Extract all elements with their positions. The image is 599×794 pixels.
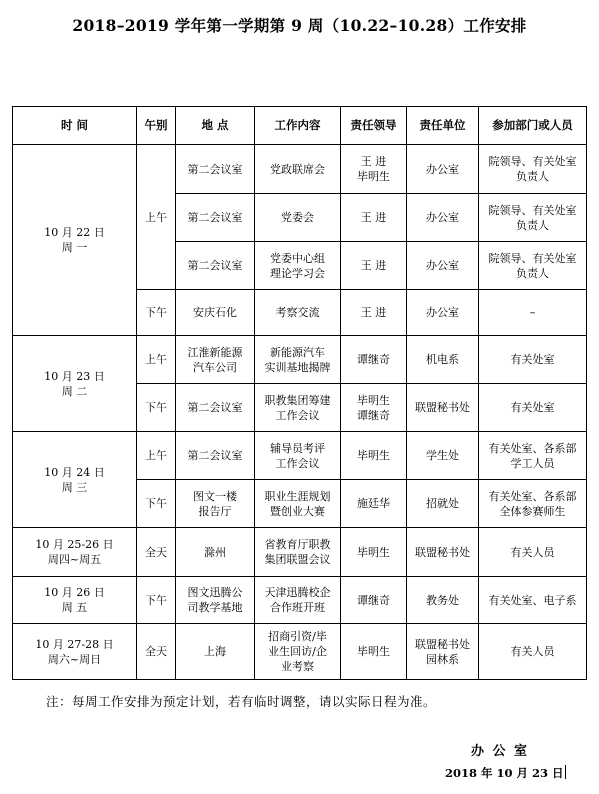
place-cell: 第二会议室 <box>176 432 255 480</box>
date-cell: 10 月 22 日 周 一 <box>13 145 137 336</box>
content-cell: 天津迅腾校企 合作班开班 <box>255 577 341 624</box>
participants-cell: 有关处室 <box>479 336 587 384</box>
leader-cell: 毕明生 <box>341 624 407 680</box>
leader-cell: 谭继奇 <box>341 577 407 624</box>
leader-cell: 施廷华 <box>341 480 407 528</box>
unit-cell: 联盟秘书处 <box>407 384 479 432</box>
header-leader: 责任领导 <box>341 107 407 145</box>
participants-cell: 有关处室、各系部 全体参赛师生 <box>479 480 587 528</box>
participants-cell: 院领导、有关处室 负责人 <box>479 145 587 194</box>
content-cell: 省教育厅职教 集团联盟会议 <box>255 528 341 577</box>
header-time: 时 间 <box>13 107 137 145</box>
content-cell: 考察交流 <box>255 290 341 336</box>
content-cell: 党委中心组 理论学习会 <box>255 242 341 290</box>
header-place: 地 点 <box>176 107 255 145</box>
leader-cell: 王 进 <box>341 290 407 336</box>
participants-cell: 有关人员 <box>479 528 587 577</box>
participants-cell: 院领导、有关处室 负责人 <box>479 194 587 242</box>
participants-cell: 有关处室、各系部 学工人员 <box>479 432 587 480</box>
unit-cell: 学生处 <box>407 432 479 480</box>
period-cell: 下午 <box>137 384 176 432</box>
leader-cell: 毕明生 <box>341 432 407 480</box>
place-cell: 图文迅腾公 司教学基地 <box>176 577 255 624</box>
place-cell: 滁州 <box>176 528 255 577</box>
participants-cell: 有关处室 <box>479 384 587 432</box>
period-cell: 全天 <box>137 528 176 577</box>
unit-cell: 联盟秘书处 <box>407 528 479 577</box>
date-cell: 10 月 24 日 周 三 <box>13 432 137 528</box>
leader-cell: 王 进 毕明生 <box>341 145 407 194</box>
participants-cell: – <box>479 290 587 336</box>
content-cell: 新能源汽车 实训基地揭牌 <box>255 336 341 384</box>
participants-cell: 有关处室、电子系 <box>479 577 587 624</box>
place-cell: 安庆石化 <box>176 290 255 336</box>
text-cursor <box>565 765 566 779</box>
period-cell: 下午 <box>137 480 176 528</box>
header-period: 午别 <box>137 107 176 145</box>
place-cell: 第二会议室 <box>176 242 255 290</box>
content-cell: 招商引资/毕 业生回访/企 业考察 <box>255 624 341 680</box>
leader-cell: 毕明生 谭继奇 <box>341 384 407 432</box>
place-cell: 图文一楼 报告厅 <box>176 480 255 528</box>
unit-cell: 办公室 <box>407 242 479 290</box>
sign-date-text: 2018 年 10 月 23 日 <box>445 766 564 780</box>
leader-cell: 毕明生 <box>341 528 407 577</box>
table-row <box>13 432 587 480</box>
content-cell: 辅导员考评 工作会议 <box>255 432 341 480</box>
participants-cell: 院领导、有关处室 负责人 <box>479 242 587 290</box>
place-cell: 江淮新能源 汽车公司 <box>176 336 255 384</box>
table-row <box>13 336 587 384</box>
participants-cell: 有关人员 <box>479 624 587 680</box>
leader-cell: 谭继奇 <box>341 336 407 384</box>
place-cell: 第二会议室 <box>176 145 255 194</box>
leader-cell: 王 进 <box>341 242 407 290</box>
content-cell: 职教集团筹建 工作会议 <box>255 384 341 432</box>
period-cell: 上午 <box>137 432 176 480</box>
table-row <box>13 624 587 680</box>
sign-date <box>445 765 566 781</box>
footnote: 注：每周工作安排为预定计划，若有临时调整，请以实际日程为准。 <box>46 694 437 709</box>
date-cell: 10 月 25-26 日 周四~周五 <box>13 528 137 577</box>
period-cell: 全天 <box>137 624 176 680</box>
header-row <box>13 107 587 145</box>
header-unit: 责任单位 <box>407 107 479 145</box>
unit-cell: 招就处 <box>407 480 479 528</box>
unit-cell: 教务处 <box>407 577 479 624</box>
content-cell: 职业生涯规划 暨创业大赛 <box>255 480 341 528</box>
unit-cell: 办公室 <box>407 194 479 242</box>
place-cell: 第二会议室 <box>176 384 255 432</box>
header-participants: 参加部门或人员 <box>479 107 587 145</box>
date-cell: 10 月 27-28 日 周六~周日 <box>13 624 137 680</box>
table-row <box>13 528 587 577</box>
date-cell: 10 月 26 日 周 五 <box>13 577 137 624</box>
leader-cell: 王 进 <box>341 194 407 242</box>
header-content: 工作内容 <box>255 107 341 145</box>
period-cell: 上午 <box>137 336 176 384</box>
period-cell: 上午 <box>137 145 176 290</box>
unit-cell: 办公室 <box>407 290 479 336</box>
place-cell: 第二会议室 <box>176 194 255 242</box>
table-row <box>13 577 587 624</box>
unit-cell: 联盟秘书处 园林系 <box>407 624 479 680</box>
unit-cell: 办公室 <box>407 145 479 194</box>
content-cell: 党政联席会 <box>255 145 341 194</box>
page-title: 2018–2019 学年第一学期第 9 周（10.22–10.28）工作安排 <box>72 16 527 35</box>
signature: 办 公 室 <box>471 744 530 759</box>
unit-cell: 机电系 <box>407 336 479 384</box>
content-cell: 党委会 <box>255 194 341 242</box>
date-cell: 10 月 23 日 周 二 <box>13 336 137 432</box>
schedule-table <box>12 106 587 680</box>
table-row <box>13 145 587 194</box>
period-cell: 下午 <box>137 290 176 336</box>
period-cell: 下午 <box>137 577 176 624</box>
place-cell: 上海 <box>176 624 255 680</box>
